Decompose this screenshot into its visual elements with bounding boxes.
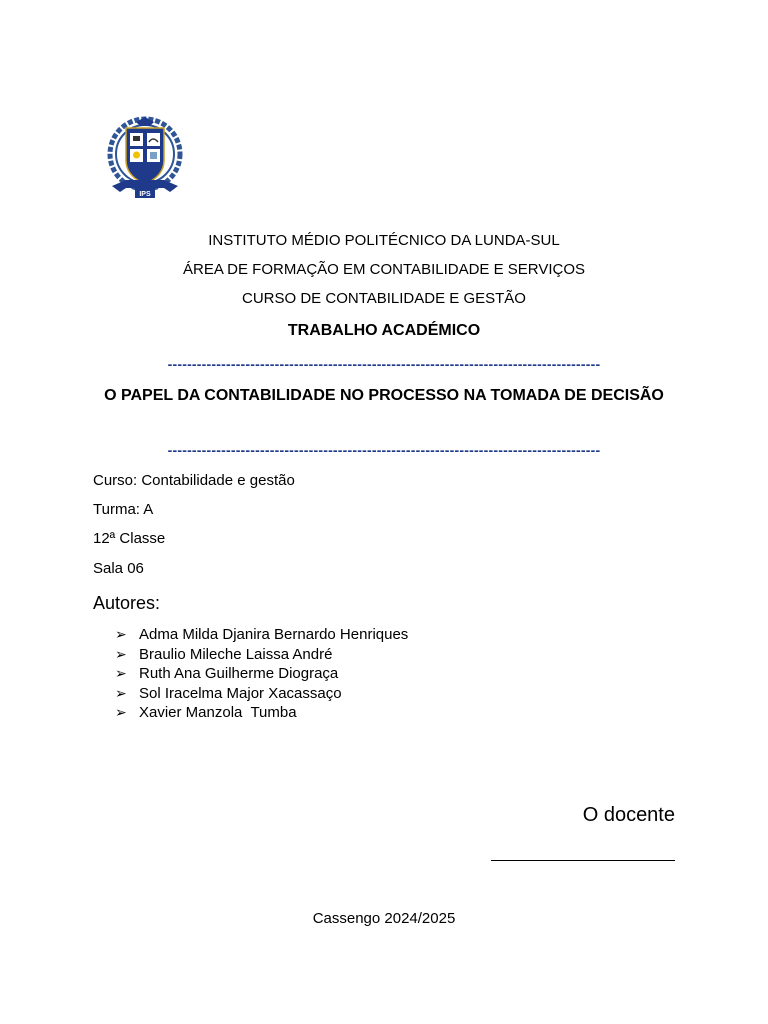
work-type-heading: TRABALHO ACADÉMICO <box>287 322 481 339</box>
room-field: Sala 06 <box>93 560 144 577</box>
institute-name: INSTITUTO MÉDIO POLITÉCNICO DA LUNDA-SUL <box>208 232 560 249</box>
grade-field: 12ª Classe <box>93 530 166 547</box>
institute-logo <box>106 114 184 206</box>
author-name: Braulio Mileche Laissa André <box>139 645 333 663</box>
arrow-bullet-icon: ➢ <box>115 645 127 662</box>
arrow-bullet-icon: ➢ <box>115 684 127 701</box>
teacher-label: O docente <box>582 804 675 826</box>
author-name: Ruth Ana Guilherme Diograça <box>139 665 339 682</box>
list-item <box>115 645 408 665</box>
training-area: ÁREA DE FORMAÇÃO EM CONTABILIDADE E SERVIÇOS <box>182 261 586 278</box>
separator-top: ----------------------------------------------------------------------------------------- <box>167 357 601 371</box>
signature-line <box>491 860 675 861</box>
place-year-footer: Cassengo 2024/2025 <box>312 910 456 927</box>
logo-text: IPS <box>139 191 151 198</box>
class-group-field: Turma: A <box>93 501 154 518</box>
authors-list <box>115 625 408 723</box>
list-item <box>115 684 408 704</box>
arrow-bullet-icon: ➢ <box>115 704 127 720</box>
course-field: Curso: Contabilidade e gestão <box>93 472 295 489</box>
list-item <box>115 703 408 723</box>
author-name: Xavier Manzola Tumba <box>139 704 297 721</box>
list-item <box>115 664 408 684</box>
list-item <box>115 625 408 645</box>
separator-bottom: ----------------------------------------------------------------------------------------- <box>167 443 601 457</box>
author-name: Sol Iracelma Major Xacassaço <box>139 684 342 702</box>
author-name: Adma Milda Djanira Bernardo Henriques <box>139 626 409 643</box>
arrow-bullet-icon: ➢ <box>115 626 127 642</box>
authors-heading: Autores: <box>93 593 161 613</box>
arrow-bullet-icon: ➢ <box>115 665 127 681</box>
course-name: CURSO DE CONTABILIDADE E GESTÃO <box>242 290 526 307</box>
document-title: O PAPEL DA CONTABILIDADE NO PROCESSO NA TOMADA DE DECISÃO <box>104 387 664 404</box>
